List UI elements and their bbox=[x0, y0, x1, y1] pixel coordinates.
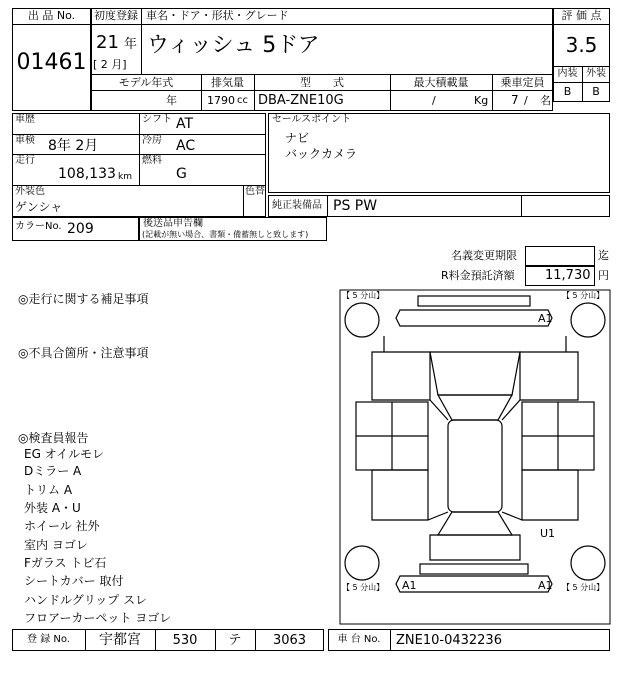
exterior-grade: B bbox=[592, 85, 600, 98]
rating-score: 3.5 bbox=[565, 33, 598, 57]
chassis-number: ZNE10-0432236 bbox=[396, 633, 502, 648]
factory-equipment-label: 純正装備品 bbox=[272, 200, 322, 211]
sales-points-label: セールスポイント bbox=[272, 114, 352, 125]
damage-mark-front: A1 bbox=[538, 312, 553, 325]
color-change-label: 色替 bbox=[245, 186, 265, 197]
defects-heading: ◎不具合箇所・注意事項 bbox=[18, 346, 149, 360]
exterior-color-label: 外装色 bbox=[15, 186, 45, 197]
model-type-label: 型 式 bbox=[300, 76, 344, 89]
tire-tread-front-left: 【 5 分山】 bbox=[342, 291, 385, 300]
inspector-report-heading: ◎検査員報告 bbox=[18, 431, 89, 445]
factory-equipment-value: PS PW bbox=[333, 198, 378, 214]
first-registration-label: 初度登録 bbox=[94, 9, 138, 22]
inspector-item: フロアーカーペット ヨゴレ bbox=[24, 611, 172, 625]
model-year-label: モデル年式 bbox=[118, 76, 174, 89]
interior-grade: B bbox=[563, 85, 572, 98]
damage-mark-rear-right: A1 bbox=[538, 579, 553, 592]
documents-label: 後送品申告欄 bbox=[143, 218, 203, 229]
chassis-number-label: 車 台 No. bbox=[337, 634, 381, 645]
rating-label: 評 価 点 bbox=[561, 9, 602, 22]
inspector-item: 外装 A・U bbox=[24, 501, 81, 515]
recycle-fee-value: 11,730 bbox=[545, 268, 591, 283]
shift-label: シフト bbox=[142, 114, 172, 125]
max-load-label: 最大積載量 bbox=[413, 76, 469, 89]
inspector-item: シートカバー 取付 bbox=[24, 574, 124, 588]
interior-label: 内装 bbox=[557, 68, 578, 79]
capacity-slash: / bbox=[524, 94, 528, 107]
model-type: DBA-ZNE10G bbox=[258, 93, 344, 108]
recycle-fee-label: R料金預託済額 bbox=[441, 269, 515, 282]
inspector-item: Fガラス トビ石 bbox=[24, 556, 107, 570]
mileage-label: 走行 bbox=[15, 155, 35, 166]
tire-tread-rear-left: 【 5 分山】 bbox=[342, 583, 385, 592]
exterior-color: ゲンシャ bbox=[15, 200, 63, 214]
lot-number-label: 出 品 No. bbox=[27, 9, 76, 22]
registration-year: 21 bbox=[96, 32, 119, 53]
registration-class: 530 bbox=[172, 633, 198, 648]
sales-point-item: バックカメラ bbox=[285, 147, 358, 161]
mileage-unit: km bbox=[118, 172, 132, 182]
inspection-value: 8年 2月 bbox=[48, 138, 99, 154]
inspector-item: Dミラー A bbox=[24, 464, 82, 478]
load-unit: Kg bbox=[474, 94, 489, 107]
inspector-item: ホイール 社外 bbox=[24, 519, 100, 533]
capacity-value: 7 bbox=[511, 93, 519, 107]
capacity-unit: 名 bbox=[540, 94, 551, 107]
damage-mark-side: U1 bbox=[540, 527, 556, 540]
displacement-unit: cc bbox=[237, 95, 248, 106]
color-number-label: カラーNo. bbox=[15, 221, 62, 232]
tire-tread-rear-right: 【 5 分山】 bbox=[562, 583, 605, 592]
registration-kana: テ bbox=[228, 633, 242, 648]
mileage-value: 108,133 bbox=[58, 166, 116, 182]
fuel-label: 燃料 bbox=[142, 155, 162, 166]
registration-month: [ 2 月] bbox=[93, 58, 127, 71]
fuel-value: G bbox=[176, 166, 187, 182]
registration-serial: 3063 bbox=[272, 633, 307, 648]
shift-value: AT bbox=[176, 116, 194, 132]
color-number: 209 bbox=[67, 221, 94, 237]
car-name-label: 車名・ドア・形状・グレード bbox=[146, 9, 289, 22]
inspector-item: EG オイルモレ bbox=[24, 447, 105, 461]
ac-value: AC bbox=[176, 138, 196, 154]
tire-tread-front-right: 【 5 分山】 bbox=[562, 291, 605, 300]
inspector-item: トリム A bbox=[24, 483, 73, 497]
name-change-deadline-unit: 迄 bbox=[598, 249, 609, 262]
inspection-label: 車検 bbox=[15, 135, 35, 146]
registration-city: 宇都宮 bbox=[99, 632, 141, 648]
sales-point-item: ナビ bbox=[285, 131, 310, 145]
ac-label: 冷房 bbox=[142, 135, 162, 146]
registration-year-unit: 年 bbox=[124, 37, 138, 52]
documents-note: (記載が無い場合、書類・備蓄無しと致します) bbox=[142, 230, 309, 239]
recycle-fee-unit: 円 bbox=[598, 269, 609, 282]
inspector-item: 室内 ヨゴレ bbox=[24, 538, 88, 552]
lot-number: 01461 bbox=[16, 50, 87, 75]
damage-mark-rear-left: A1 bbox=[402, 579, 417, 592]
model-year-unit: 年 bbox=[166, 94, 177, 107]
name-change-deadline-label: 名義変更期限 bbox=[451, 249, 517, 262]
load-slash: / bbox=[432, 94, 436, 107]
driving-notes-heading: ◎走行に関する補足事項 bbox=[18, 292, 149, 306]
capacity-label: 乗車定員 bbox=[500, 76, 545, 89]
exterior-label: 外装 bbox=[586, 68, 606, 79]
displacement-label: 排気量 bbox=[211, 76, 244, 89]
displacement-value: 1790 bbox=[207, 94, 235, 107]
car-name: ウィッシュ 5ドア bbox=[147, 33, 320, 58]
inspector-item: ハンドルグリップ スレ bbox=[24, 593, 148, 607]
registration-number-label: 登 録 No. bbox=[27, 634, 70, 645]
history-label: 車歴 bbox=[15, 114, 35, 125]
